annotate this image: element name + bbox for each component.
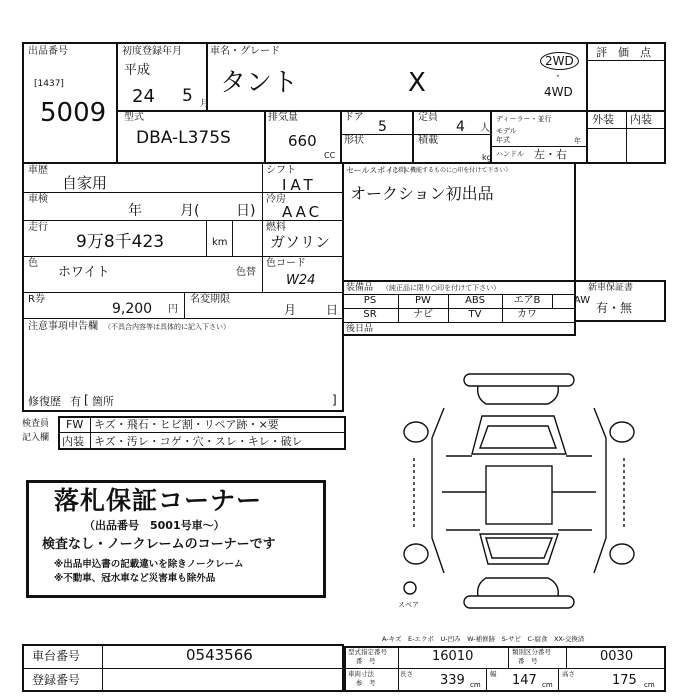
notes-label: 注意事項申告欄 — [28, 321, 98, 332]
in-label: 内装 — [62, 435, 84, 448]
car-diagram — [396, 368, 656, 618]
size-label: 車両寸法 — [348, 670, 374, 678]
cc-unit: CC — [324, 151, 336, 160]
chassis-number: 0543566 — [186, 646, 253, 664]
color-code: W24 — [286, 273, 316, 288]
category: 0030 — [600, 649, 634, 664]
displacement: 660 — [288, 132, 317, 150]
load-label: 積載 — [418, 135, 438, 146]
mileage: 9万8千423 — [76, 232, 165, 252]
after-label: 後日品 — [346, 324, 374, 334]
equip-abs: ABS — [465, 295, 485, 306]
repair-close: ] — [332, 393, 337, 407]
reg-label: 登録番号 — [32, 673, 81, 687]
lot-sub: [1437] — [34, 79, 64, 89]
height-unit: cm — [644, 681, 655, 689]
model-label: 型式 — [124, 112, 144, 123]
guarantee-title: 落札保証コーナー — [54, 486, 263, 515]
category-label: 類別区分番号 — [512, 648, 551, 656]
dealer-label: ディーラー・並行 — [496, 115, 552, 123]
exterior-label: 外装 — [592, 113, 614, 126]
first-reg-label: 初度登録年月 — [122, 46, 182, 57]
sales-text: オークション初出品 — [350, 184, 494, 203]
recycle-amount: 9,200 — [112, 301, 153, 317]
chassis-label: 車台番号 — [32, 649, 81, 663]
name-change-label: 名変期限 — [190, 294, 230, 305]
equip-aw: AW — [573, 295, 591, 306]
category-sub: 番 号 — [518, 657, 538, 665]
width: 147 — [512, 673, 537, 688]
length: 339 — [440, 673, 465, 688]
shift-label: シフト — [266, 165, 296, 176]
size-sub: 参 考 — [356, 679, 376, 687]
repair-value: 有 — [70, 395, 81, 408]
color-label: 色 — [28, 258, 38, 269]
door-label: ドア — [344, 112, 364, 123]
color-code-label: 色コード — [266, 258, 306, 269]
drive-selected: 2WD — [540, 52, 579, 70]
legend: A-キズ E-エクボ U-凹み W-補修跡 S-サビ C-腐食 XX-交換済 — [382, 635, 585, 643]
deadline-month: 月 — [284, 303, 297, 317]
handle-label: ハンドル — [496, 150, 524, 158]
spare-label: スペア — [398, 601, 419, 609]
repair-suffix: 箇所 — [92, 395, 114, 408]
length-label: 長さ — [400, 670, 413, 678]
repair-label: 修復歴 — [28, 395, 61, 408]
height-label: 高さ — [562, 670, 575, 678]
month-unit: 月 — [200, 99, 210, 109]
type-designation-label: 型式指定番号 — [348, 648, 387, 656]
displacement-label: 排気量 — [268, 112, 298, 123]
equip-navi: ナビ — [413, 309, 433, 320]
equipment-sub: （純正品に限り○印を付けて下さい） — [382, 284, 501, 292]
interior-label: 内装 — [630, 113, 652, 126]
color-change-label: 色替 — [236, 267, 256, 278]
length-unit: cm — [470, 681, 481, 689]
inspection-label: 車検 — [28, 194, 48, 205]
fuel-label: 燃料 — [266, 222, 286, 233]
deadline-day: 日 — [326, 303, 339, 317]
inspection-day: 日) — [236, 203, 256, 219]
guarantee-note-1: ※出品申込書の記載違いを除きノークレーム — [54, 559, 244, 570]
equip-leather: カワ — [517, 309, 537, 320]
guarantee-sub: （出品番号 5001号車〜） — [84, 519, 225, 532]
ac: AAC — [282, 203, 323, 221]
equip-sr: SR — [363, 309, 377, 320]
guarantee-note-2: ※不動車、冠水車など災害車も除外品 — [54, 573, 216, 584]
shift: IAT — [282, 176, 317, 194]
lot-number: 5009 — [40, 98, 107, 128]
equip-tv: TV — [468, 309, 482, 320]
recycle-label: R券 — [28, 294, 45, 305]
handle: 左・右 — [534, 148, 567, 161]
width-label: 幅 — [490, 670, 497, 678]
era: 平成 — [124, 63, 151, 78]
new-guarantee-label: 新車保証書 — [588, 283, 634, 293]
capacity: 4 — [456, 119, 465, 135]
reg-year: 24 — [132, 86, 155, 107]
inspection-year: 年 — [128, 203, 142, 219]
new-guarantee: 有・無 — [596, 301, 633, 315]
reg-month: 5 — [182, 86, 193, 106]
model-value: DBA-L375S — [136, 128, 231, 148]
km-unit: km — [212, 237, 228, 248]
car-name-label: 車名・グレード — [210, 46, 280, 57]
equip-ps: PS — [363, 295, 377, 306]
inspection-month: 月( — [180, 203, 200, 219]
sales-sub: （正常に機能するものに○印を付けて下さい） — [386, 167, 512, 174]
fw-label: FW — [66, 418, 84, 431]
mileage-label: 走行 — [28, 222, 48, 233]
drive-other: 4WD — [544, 85, 573, 99]
model-year-label: モデル — [496, 127, 517, 135]
model-year-sub: 年式 — [496, 136, 510, 144]
height: 175 — [612, 673, 637, 688]
person-unit: 人 — [480, 123, 490, 134]
inspector-label-1: 検査員 — [22, 419, 50, 429]
capacity-label: 定員 — [418, 112, 438, 123]
type-designation-sub: 番 号 — [356, 657, 376, 665]
yen-unit: 円 — [168, 304, 178, 315]
type-designation: 16010 — [432, 649, 474, 664]
color: ホワイト — [58, 265, 110, 280]
ac-label: 冷房 — [266, 194, 286, 205]
usage: 自家用 — [62, 174, 108, 192]
equip-pw: PW — [415, 295, 431, 306]
repair-bracket: [ — [84, 393, 89, 407]
drive-dot: · — [556, 69, 560, 83]
guarantee-main: 検査なし・ノークレームのコーナーです — [42, 537, 276, 552]
equip-airbag: エアB — [513, 295, 541, 306]
inspector-label-2: 記入欄 — [22, 433, 50, 443]
car-name: タント — [220, 68, 299, 98]
width-unit: cm — [542, 681, 553, 689]
lot-label: 出品番号 — [28, 46, 68, 57]
sales-label: セールスポイント — [346, 166, 410, 175]
fw-text: キズ・飛石・ヒビ割・リペア跡・×要 — [94, 418, 279, 431]
kg-unit: kg — [482, 153, 492, 162]
in-text: キズ・汚レ・コゲ・穴・スレ・キレ・破レ — [94, 435, 303, 448]
doors: 5 — [378, 119, 387, 135]
shape-label: 形状 — [344, 135, 364, 146]
year-unit: 年 — [574, 137, 581, 145]
eval-label: 評 価 点 — [596, 46, 651, 59]
equipment-label: 装備品 — [346, 283, 374, 293]
sales-box — [342, 162, 576, 282]
usage-label: 車歴 — [28, 165, 48, 176]
car-grade: X — [408, 68, 426, 98]
notes-sub: （不具合内容等は具体的に記入下さい） — [104, 323, 230, 331]
fuel: ガソリン — [270, 233, 331, 251]
